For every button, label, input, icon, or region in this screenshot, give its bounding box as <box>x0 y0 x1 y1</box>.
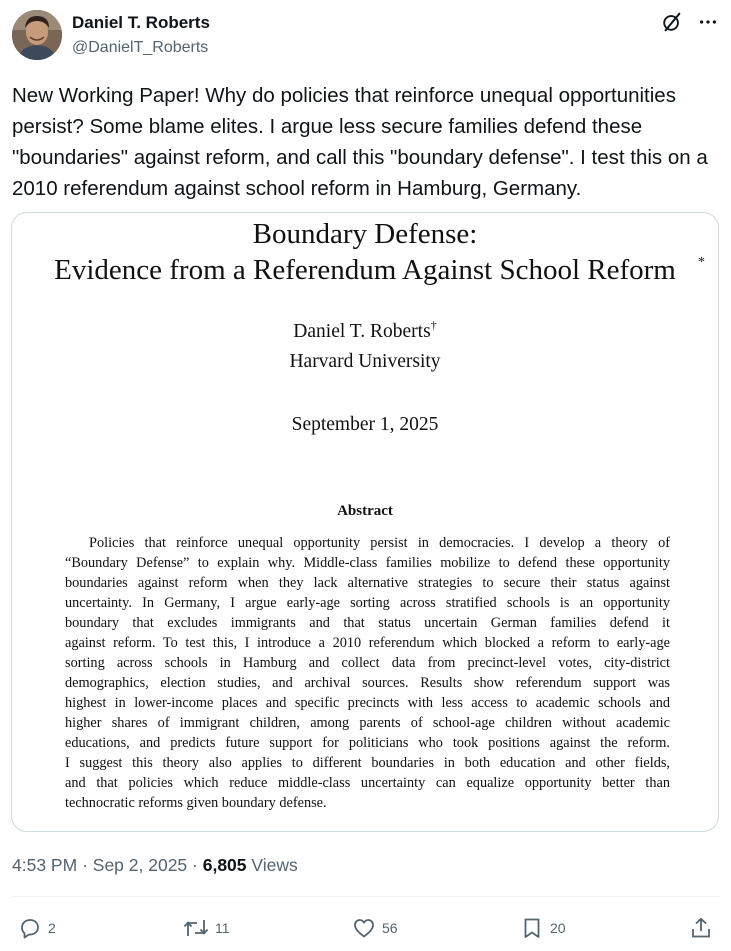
repost-icon <box>183 916 209 940</box>
grok-icon[interactable] <box>660 10 684 34</box>
like-button[interactable] <box>352 914 398 942</box>
abstract-line: “Boundary Defense” to explain why. Middle-class families mobilize to defend these opportunity <box>65 555 670 571</box>
reply-button[interactable] <box>18 914 56 942</box>
abstract-line: boundaries against reform when they lack alternative strategies to secure their status against <box>65 575 670 591</box>
abstract-line: and that policies which reduce middle-class uncertainty can equalize opportunity better than <box>65 775 670 791</box>
abstract-line: Policies that reinforce unequal opportunity persist in democracies. I develop a theory of <box>89 535 670 551</box>
abstract-line: sorting across schools in Hamburg and collect data from precinct-level votes, city-district <box>65 655 670 671</box>
abstract-line: I suggest this theory also applies to different boundaries in both education and other fields, <box>65 755 670 771</box>
abstract-line: educations, and predicts future support for politicians who took positions against the reform. <box>65 735 670 751</box>
tweet-text: New Working Paper! Why do policies that reinforce unequal opportunities persist? Some blame elites. I argue less secure families defend these "boundaries" against reform, and call this "boundary defense". I test this on a 2010 referendum against school reform in Hamburg, Germany. <box>12 84 714 200</box>
bookmark-count: 20 <box>550 920 566 936</box>
share-button[interactable] <box>689 914 713 942</box>
avatar[interactable] <box>12 10 62 60</box>
bookmark-button[interactable] <box>520 914 566 942</box>
meta-separator: · <box>82 855 88 875</box>
abstract-line: highest in lower-income places and specific precincts with less access to academic schools and <box>65 695 670 711</box>
bookmark-icon <box>520 916 544 940</box>
abstract-line: uncertainty. In Germany, I argue early-age sorting across stratified schools is an opportunity <box>65 595 670 611</box>
abstract-body <box>65 533 670 813</box>
paper-author <box>12 312 718 345</box>
title-footnote-mark: * <box>698 255 705 270</box>
paper-author-name: Daniel T. Roberts <box>293 321 431 342</box>
views-label: Views <box>251 855 298 875</box>
abstract-line: against reform. To test this, I introduce a 2010 referendum which blocked a reform to early-age <box>65 635 670 651</box>
user-handle[interactable]: @DanielT_Roberts <box>72 39 209 56</box>
paper-title-line2: Evidence from a Referendum Against School Reform <box>54 254 676 286</box>
profile-photo-icon <box>12 10 62 60</box>
display-name[interactable]: Daniel T. Roberts <box>72 13 210 32</box>
views-count: 6,805 <box>202 855 247 875</box>
abstract-line: technocratic reforms given boundary defense. <box>65 795 327 811</box>
paper-image-card[interactable] <box>11 212 719 832</box>
more-icon[interactable] <box>696 10 720 34</box>
tweet-time[interactable]: 4:53 PM <box>12 855 78 875</box>
tweet-header <box>12 10 720 62</box>
abstract-line: boundary that excludes immigrants and that status uncertain German families defend it <box>65 615 670 631</box>
paper-affiliation: Harvard University <box>289 351 441 372</box>
author-footnote-mark: † <box>430 318 437 332</box>
repost-button[interactable] <box>183 914 230 942</box>
meta-separator: · <box>192 855 198 875</box>
paper-title-line1: Boundary Defense: <box>252 218 478 250</box>
reply-count: 2 <box>48 920 56 936</box>
tweet-date[interactable]: Sep 2, 2025 <box>92 855 188 875</box>
like-count: 56 <box>382 920 398 936</box>
abstract-line: demographics, election studies, and archival sources. Results show referendum support was <box>65 675 670 691</box>
tweet-meta <box>12 852 298 878</box>
repost-count: 11 <box>215 920 230 936</box>
heart-icon <box>352 916 376 940</box>
share-icon <box>689 916 713 940</box>
paper-date: September 1, 2025 <box>291 414 439 435</box>
abstract-line: higher shares of immigrant children, among parents of school-age children without academic <box>65 715 670 731</box>
divider <box>12 896 720 897</box>
reply-icon <box>18 916 42 940</box>
abstract-heading: Abstract <box>337 503 393 519</box>
